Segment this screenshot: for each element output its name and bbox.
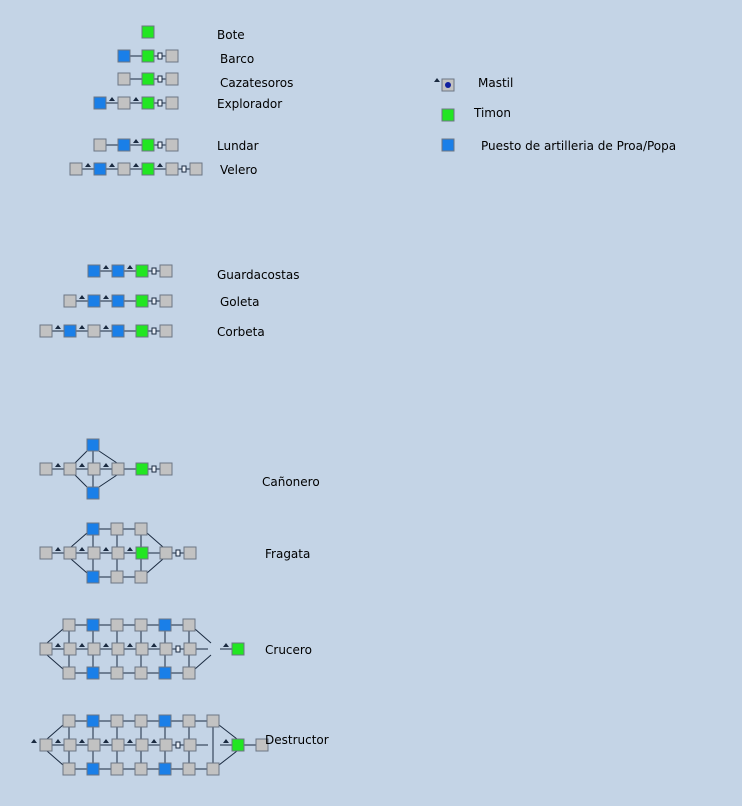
mast-marker xyxy=(151,643,157,647)
hull-cell xyxy=(166,97,178,109)
mast-marker xyxy=(434,78,440,82)
hull-cell xyxy=(183,619,195,631)
connector-line xyxy=(71,559,87,573)
hull-cell xyxy=(63,619,75,631)
ship-label-cazatesoros: Cazatesoros xyxy=(220,76,294,90)
hull-cell xyxy=(160,463,172,475)
hull-cell xyxy=(40,547,52,559)
anchor-marker xyxy=(152,466,156,472)
connector-line xyxy=(99,475,117,487)
hull-cell xyxy=(166,73,178,85)
mast-marker xyxy=(79,739,85,743)
legend-mast-dot xyxy=(445,82,451,88)
hull-cell xyxy=(160,643,172,655)
timon-cell xyxy=(142,163,154,175)
anchor-marker xyxy=(158,53,162,59)
hull-cell xyxy=(111,571,123,583)
anchor-marker xyxy=(158,142,162,148)
hull-cell xyxy=(111,763,123,775)
ship-label-guardacostas: Guardacostas xyxy=(217,268,300,282)
anchor-marker xyxy=(152,298,156,304)
timon-cell xyxy=(442,109,454,121)
ship-label-goleta: Goleta xyxy=(220,295,260,309)
ship-label-explorador: Explorador xyxy=(217,97,283,111)
timon-cell xyxy=(142,26,154,38)
connector-line xyxy=(99,451,117,463)
hull-cell xyxy=(88,739,100,751)
mast-marker xyxy=(79,295,85,299)
hull-cell xyxy=(136,739,148,751)
artillery-cell xyxy=(118,139,130,151)
hull-cell xyxy=(135,619,147,631)
hull-cell xyxy=(118,163,130,175)
timon-cell xyxy=(136,295,148,307)
artillery-cell xyxy=(112,295,124,307)
timon-cell xyxy=(232,739,244,751)
mast-marker xyxy=(85,163,91,167)
mast-marker xyxy=(103,643,109,647)
hull-cell xyxy=(183,667,195,679)
anchor-marker xyxy=(176,550,180,556)
anchor-marker xyxy=(176,742,180,748)
hull-cell xyxy=(64,739,76,751)
artillery-cell xyxy=(442,139,454,151)
connector-line xyxy=(219,725,237,739)
hull-cell xyxy=(88,463,100,475)
ship-label-crucero: Crucero xyxy=(265,643,312,657)
hull-cell xyxy=(112,547,124,559)
hull-cell xyxy=(94,139,106,151)
timon-cell xyxy=(136,265,148,277)
hull-cell xyxy=(136,643,148,655)
ship-label-bote: Bote xyxy=(217,28,245,42)
hull-cell xyxy=(70,163,82,175)
mast-marker xyxy=(109,163,115,167)
hull-cell xyxy=(166,139,178,151)
connector-line xyxy=(147,533,163,547)
connector-line xyxy=(219,751,237,765)
artillery-cell xyxy=(159,715,171,727)
hull-cell xyxy=(111,619,123,631)
legend-artillery-label: Puesto de artilleria de Proa/Popa xyxy=(481,139,677,153)
hull-cell xyxy=(166,50,178,62)
connector-line xyxy=(195,655,211,669)
hull-cell xyxy=(160,325,172,337)
mast-marker xyxy=(103,325,109,329)
hull-cell xyxy=(135,571,147,583)
anchor-marker xyxy=(158,100,162,106)
mast-marker xyxy=(127,643,133,647)
hull-cell xyxy=(135,523,147,535)
hull-cell xyxy=(160,295,172,307)
hull-cell xyxy=(111,523,123,535)
hull-cell xyxy=(183,763,195,775)
artillery-cell xyxy=(118,50,130,62)
mast-marker xyxy=(31,739,37,743)
artillery-cell xyxy=(88,265,100,277)
mast-marker xyxy=(127,265,133,269)
mast-marker xyxy=(103,463,109,467)
artillery-cell xyxy=(159,619,171,631)
anchor-marker xyxy=(152,268,156,274)
artillery-cell xyxy=(159,763,171,775)
hull-cell xyxy=(184,739,196,751)
hull-cell xyxy=(118,73,130,85)
hull-cell xyxy=(190,163,202,175)
mast-marker xyxy=(151,739,157,743)
mast-marker xyxy=(55,547,61,551)
hull-cell xyxy=(40,463,52,475)
artillery-cell xyxy=(64,325,76,337)
artillery-cell xyxy=(87,439,99,451)
hull-cell xyxy=(183,715,195,727)
timon-cell xyxy=(136,463,148,475)
ship-label-destructor: Destructor xyxy=(265,733,329,747)
hull-cell xyxy=(135,667,147,679)
ship-label-velero: Velero xyxy=(220,163,258,177)
connector-line xyxy=(47,751,63,765)
anchor-marker xyxy=(158,76,162,82)
hull-cell xyxy=(64,295,76,307)
anchor-marker xyxy=(182,166,186,172)
connector-line xyxy=(75,451,87,463)
mast-marker xyxy=(133,97,139,101)
mast-marker xyxy=(103,739,109,743)
hull-cell xyxy=(207,763,219,775)
hull-cell xyxy=(160,547,172,559)
artillery-cell xyxy=(87,715,99,727)
timon-cell xyxy=(142,73,154,85)
timon-cell xyxy=(136,325,148,337)
artillery-cell xyxy=(159,667,171,679)
hull-cell xyxy=(112,643,124,655)
timon-cell xyxy=(142,50,154,62)
hull-cell xyxy=(64,547,76,559)
hull-cell xyxy=(207,715,219,727)
hull-cell xyxy=(63,763,75,775)
artillery-cell xyxy=(87,667,99,679)
hull-cell xyxy=(63,715,75,727)
connector-line xyxy=(47,655,63,669)
mast-marker xyxy=(157,163,163,167)
hull-cell xyxy=(184,547,196,559)
legend-mast-label: Mastil xyxy=(478,76,514,90)
mast-marker xyxy=(55,463,61,467)
mast-marker xyxy=(79,547,85,551)
connector-line xyxy=(147,559,163,573)
connector-line xyxy=(47,629,63,643)
mast-marker xyxy=(127,739,133,743)
mast-marker xyxy=(133,139,139,143)
mast-marker xyxy=(127,547,133,551)
timon-cell xyxy=(232,643,244,655)
artillery-cell xyxy=(94,97,106,109)
mast-marker xyxy=(79,463,85,467)
hull-cell xyxy=(40,643,52,655)
legend-timon-label: Timon xyxy=(474,106,511,120)
mast-marker xyxy=(109,97,115,101)
hull-cell xyxy=(88,547,100,559)
mast-marker xyxy=(223,643,229,647)
hull-cell xyxy=(160,739,172,751)
mast-marker xyxy=(55,643,61,647)
artillery-cell xyxy=(87,763,99,775)
artillery-cell xyxy=(87,619,99,631)
hull-cell xyxy=(111,667,123,679)
artillery-cell xyxy=(112,265,124,277)
ship-label-fragata: Fragata xyxy=(265,547,311,561)
hull-cell xyxy=(40,739,52,751)
hull-cell xyxy=(64,643,76,655)
artillery-cell xyxy=(94,163,106,175)
mast-marker xyxy=(79,643,85,647)
hull-cell xyxy=(40,325,52,337)
ship-label-canonero: Cañonero xyxy=(262,475,320,489)
hull-cell xyxy=(63,667,75,679)
ship-label-lundar: Lundar xyxy=(217,139,259,153)
hull-cell xyxy=(135,763,147,775)
anchor-marker xyxy=(152,328,156,334)
hull-cell xyxy=(184,643,196,655)
hull-cell xyxy=(135,715,147,727)
artillery-cell xyxy=(87,523,99,535)
hull-cell xyxy=(166,163,178,175)
mast-marker xyxy=(103,265,109,269)
mast-marker xyxy=(79,325,85,329)
hull-cell xyxy=(88,325,100,337)
connector-line xyxy=(47,725,63,739)
artillery-cell xyxy=(88,295,100,307)
mast-marker xyxy=(55,739,61,743)
mast-marker xyxy=(103,295,109,299)
ship-label-corbeta: Corbeta xyxy=(217,325,265,339)
connector-line xyxy=(195,629,211,643)
hull-cell xyxy=(118,97,130,109)
artillery-cell xyxy=(87,571,99,583)
mast-marker xyxy=(133,163,139,167)
connector-line xyxy=(75,475,87,487)
hull-cell xyxy=(88,643,100,655)
hull-cell xyxy=(112,739,124,751)
timon-cell xyxy=(142,97,154,109)
timon-cell xyxy=(142,139,154,151)
ship-label-barco: Barco xyxy=(220,52,255,66)
timon-cell xyxy=(136,547,148,559)
mast-marker xyxy=(103,547,109,551)
hull-cell xyxy=(160,265,172,277)
connector-line xyxy=(71,533,87,547)
hull-cell xyxy=(111,715,123,727)
artillery-cell xyxy=(87,487,99,499)
mast-marker xyxy=(55,325,61,329)
hull-cell xyxy=(112,463,124,475)
mast-marker xyxy=(223,739,229,743)
artillery-cell xyxy=(112,325,124,337)
anchor-marker xyxy=(176,646,180,652)
hull-cell xyxy=(64,463,76,475)
